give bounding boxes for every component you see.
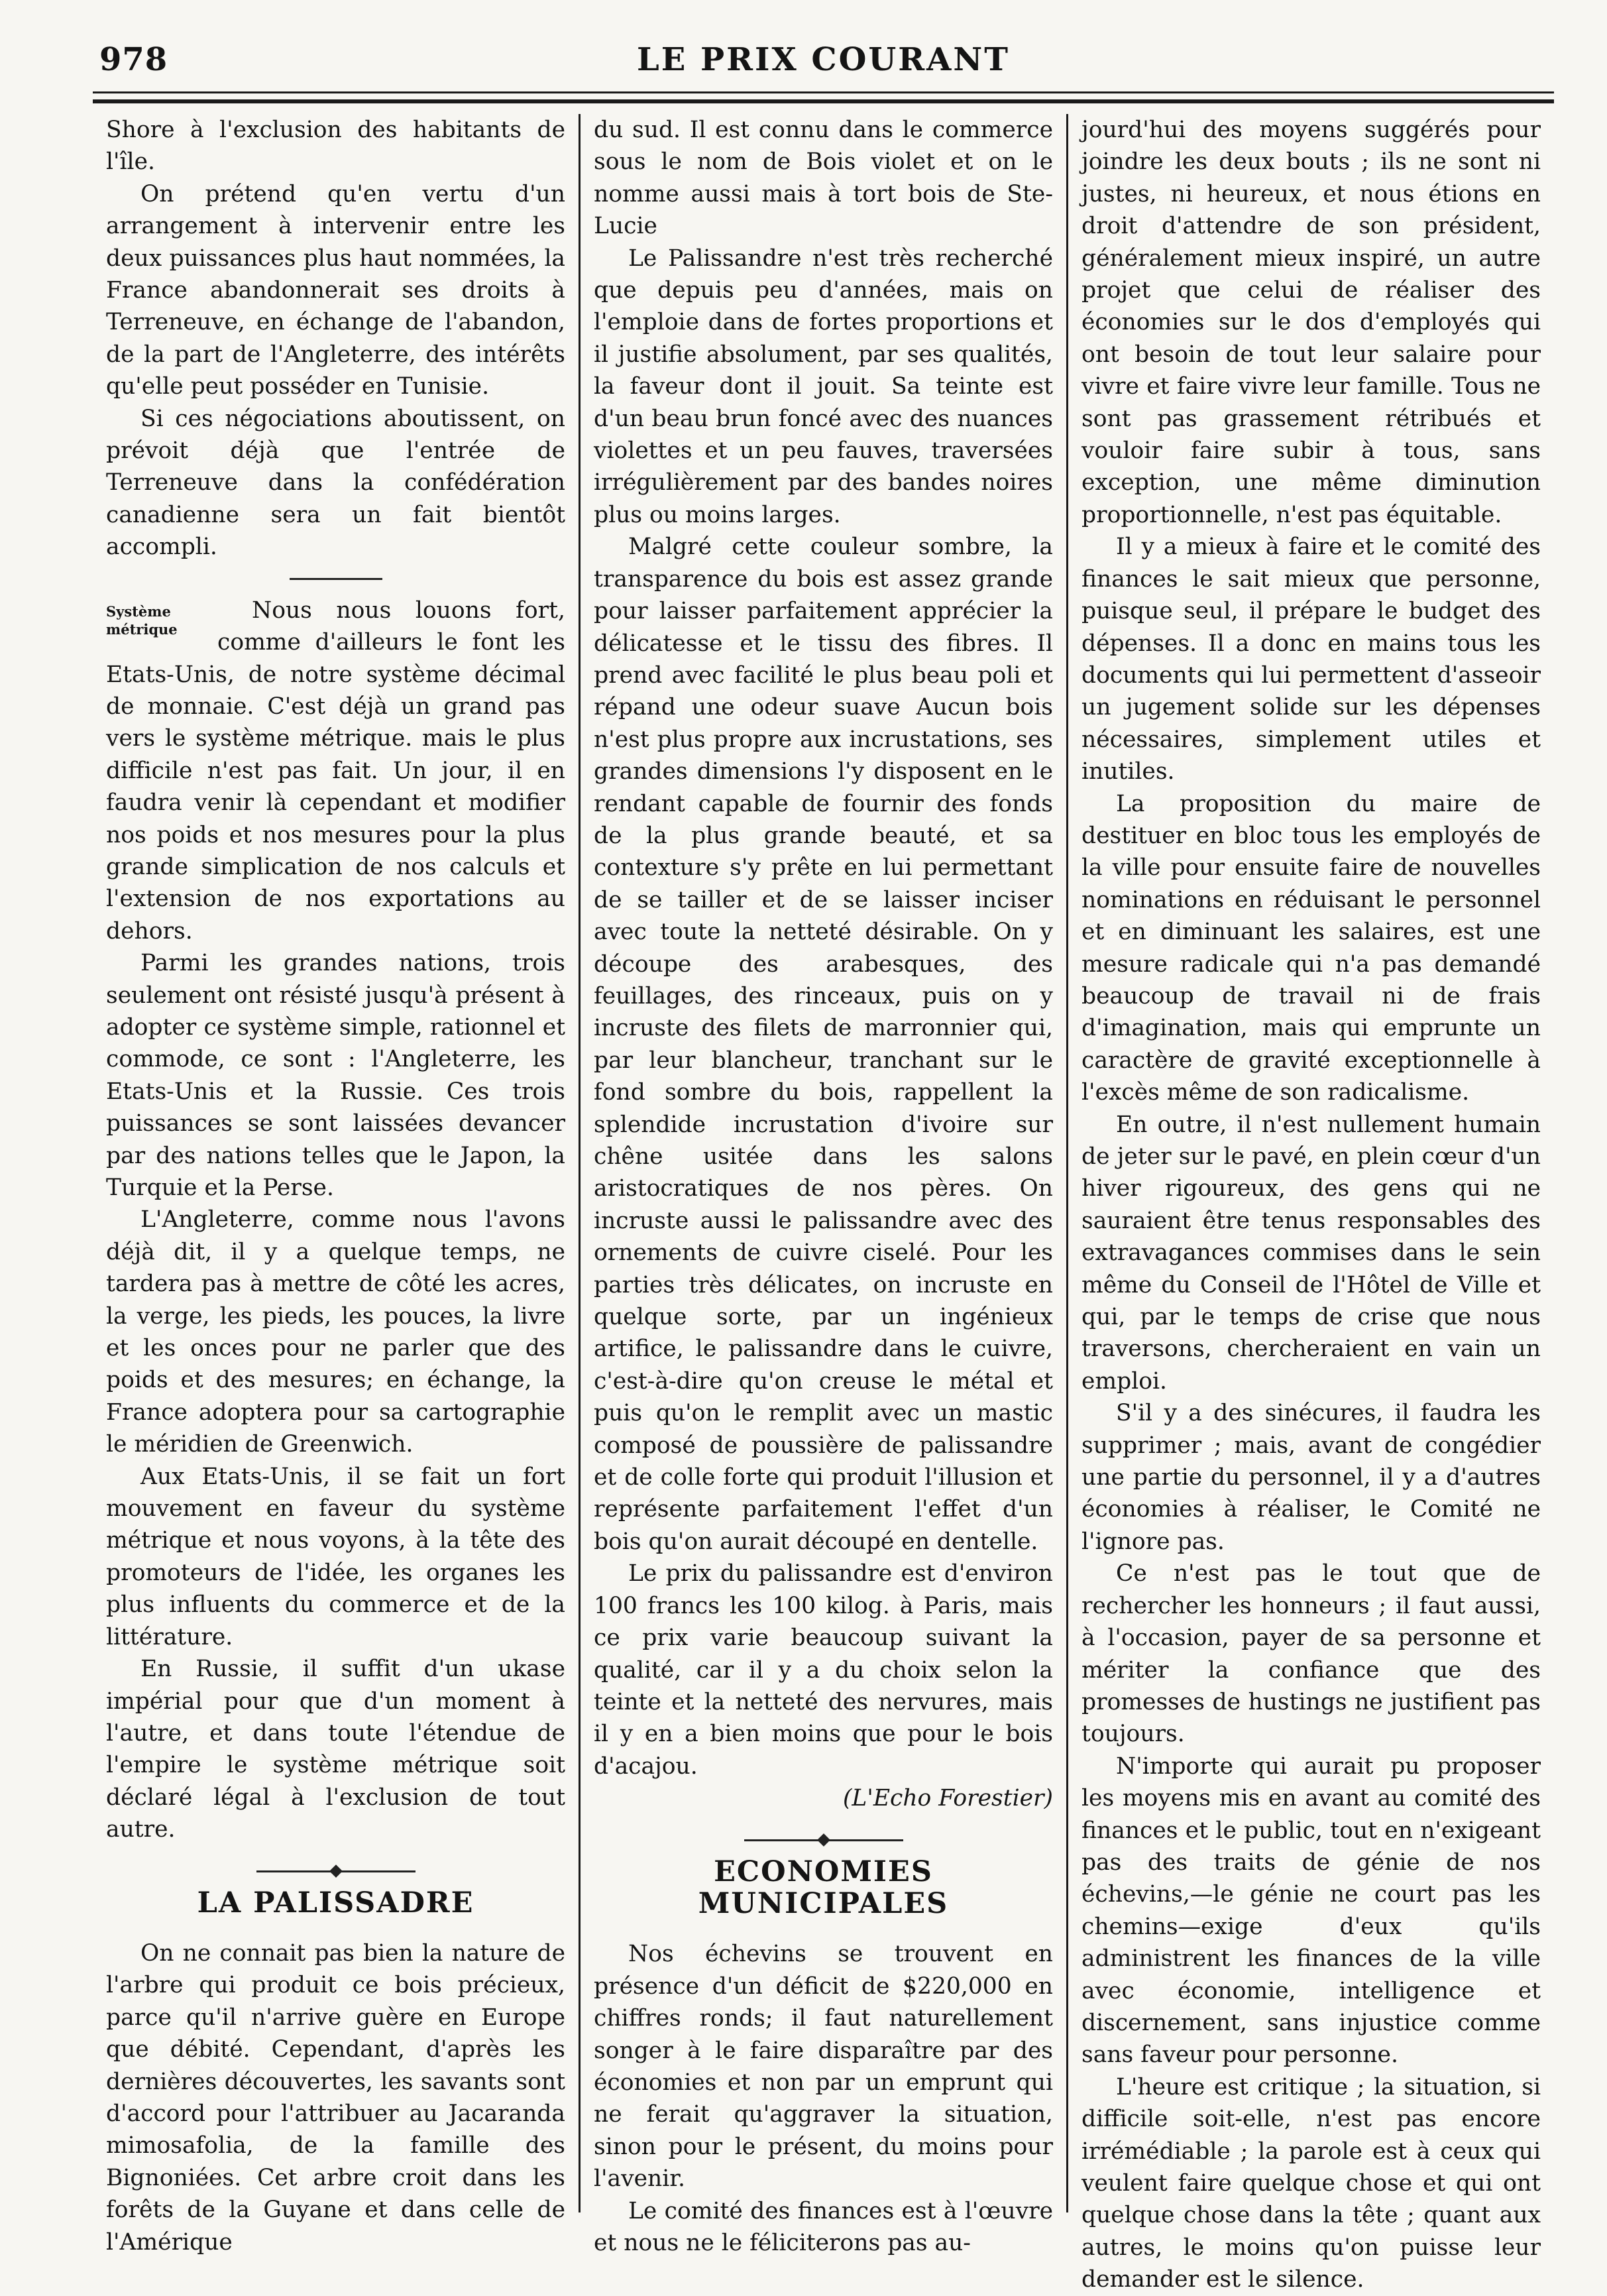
paragraph: En outre, il n'est nullement humain de jeter sur le pavé, en plein cœur d'un hiver rigoureux, des gens qui ne sauraient être tenus responsables des extravagances commises dans le sein même du Conseil de l'Hôtel de Ville et qui, par le temps de crise que nous traversons, chercheraient en vain un emploi. xyxy=(1081,1111,1541,1395)
paragraph: Nous nous louons fort, comme d'ailleurs le font les Etats-Unis, de notre système décimal de monnaie. C'est déjà un grand pas vers le système métrique. mais le plus difficile n'est pas fait. Un jour, il en faudra venir là cependant et modifier nos poids et nos mesures pour la plus grande simplication de nos calculs et l'extension de nos exportations au dehors. xyxy=(106,597,565,945)
section-title: ECONOMIES MUNICIPALES xyxy=(698,1855,949,1920)
paragraph: Malgré cette couleur sombre, la transparence du bois est assez grande pour laisser parfaitement apprécier la délicatesse et le tissu des fibres. Il prend avec facilité le plus beau poli et répand une odeur suave Aucun bois n'est plus propre aux incrustations, ses grandes dimensions l'y disposent en le rendant capable de fournir des fonds de la plus grande beauté, et sa contexture s'y prête en lui permettant de se tailler et de se laisser inciser avec toute la netteté désirable. On y découpe des arabesques, des feuillages, des rinceaux, puis on y incruste des filets de marronnier qui, par leur blancheur, tranchant sur le fond sombre du bois, rappellent la splendide incrustation d'ivoire sur chêne usitée dans les salons aristocratiques de nos pères. On incruste aussi le palissandre avec des ornements de cuivre ciselé. Pour les parties très délicates, on incruste en quelque sorte, par un ingénieux artifice, le palissandre dans le cuivre, c'est-à-dire qu'on creuse le métal et puis qu'on le remplit avec un mastic composé de poussière de palissandre et de colle forte qui produit l'illusion et représente parfaitement l'effet d'un bois qu'on aurait découpé en dentelle. xyxy=(594,534,1053,1555)
paragraph: On ne connait pas bien la nature de l'arbre qui produit ce bois précieux, parce qu'il n'arrive guère en Europe que débité. Cependant, d'après les dernières découvertes, les savants sont d'accord pour l'attribuer au Jacaranda mimosafolia, de la famille des Bignoniées. Cet arbre croit dans les forêts de la Guyane et dans celle de l'Amérique xyxy=(106,1939,565,2256)
running-title: LE PRIX COURANT xyxy=(636,41,1011,78)
paragraph: On prétend qu'en vertu d'un arrangement à intervenir entre les deux puissances plus haut nommées, la France abandonnerait ses droits à Terreneuve, en échange de l'abandon, de la part de l'Angleterre, des intérêts qu'elle peut posséder en Tunisie. xyxy=(106,180,565,400)
column-3 xyxy=(1066,114,1554,2293)
section-title: LA PALISSADRE xyxy=(197,1886,474,1920)
side-heading: Système métrique xyxy=(106,603,178,638)
diamond-ornament-icon xyxy=(817,1833,830,1847)
ornament-rule xyxy=(744,1832,903,1848)
paragraph: L'heure est critique ; la situation, si difficile soit-elle, n'est pas encore irrémédiable ; la parole est à ceux qui veulent faire quelque chose et qui ont quelque chose dans la tête ; quant aux autres, le moins qu'on puisse leur demander est le silence. xyxy=(1081,2073,1541,2293)
column-2 xyxy=(579,114,1066,2256)
header-rule-thick xyxy=(93,99,1554,103)
paragraph: En Russie, il suffit d'un ukase impérial pour que d'un moment à l'autre, et dans toute l'étendue de l'empire le système métrique soit déclaré légal à l'exclusion de tout autre. xyxy=(106,1656,565,1843)
paragraph: Shore à l'exclusion des habitants de l'île. xyxy=(106,117,565,176)
paragraph: Le prix du palissandre est d'environ 100 francs les 100 kilog. à Paris, mais ce prix varie beaucoup suivant la qualité, car il y a du choix selon la teinte et la netteté des nervures, mais il y en a bien moins que pour le bois d'acajou. xyxy=(594,1560,1053,1780)
paragraph: Parmi les grandes nations, trois seulement ont résisté jusqu'à présent à adopter ce système simple, rationnel et commode, ce sont : l'Angleterre, les Etats-Unis et la Russie. Ces trois puissances se sont laissées devancer par des nations telles que le Japon, la Turquie et la Perse. xyxy=(106,950,565,1201)
page-number: 978 xyxy=(99,41,168,78)
paragraph: N'importe qui aurait pu proposer les moyens mis en avant au comité des finances et le public, tout en n'exigeant pas des traits de génie de nos échevins,—le génie ne court pas les chemins—exige d'eux qu'ils administrent les finances de la ville avec économie, intelligence et discernement, sans injustice comme sans faveur pour personne. xyxy=(1081,1752,1541,2069)
paragraph: Ce n'est pas le tout que de rechercher les honneurs ; il faut aussi, à l'occasion, payer de sa personne et mériter la confiance que des promesses de hustings ne justifient pas toujours. xyxy=(1081,1560,1541,1748)
header-rule xyxy=(93,91,1554,93)
paragraph: L'Angleterre, comme nous l'avons déjà dit, il y a quelque temps, ne tardera pas à mettre de côté les acres, la verge, les pieds, les pouces, la livre et les onces pour ne parler que des poids et des mesures; en échange, la France adoptera pour sa cartographie le méridien de Greenwich. xyxy=(106,1206,565,1458)
paragraph: Aux Etats-Unis, il se fait un fort mouvement en faveur du système métrique et nous voyons, à la tête des promoteurs de l'idée, les organes les plus influents du commerce et de la littérature. xyxy=(106,1463,565,1650)
article-columns xyxy=(93,114,1554,2293)
paragraph: La proposition du maire de destituer en bloc tous les employés de la ville pour ensuite faire de nouvelles nominations en réduisant le personnel et en diminuant les salaires, est une mesure radicale qui n'a pas demandé beaucoup de travail ni de frais d'imagination, mais qui emprunte un caractère de gravité exceptionnelle à l'excès même de son radicalisme. xyxy=(1081,790,1541,1106)
paragraph: Le comité des finances est à l'œuvre et nous ne le féliciterons pas au- xyxy=(594,2197,1053,2256)
paragraph: jourd'hui des moyens suggérés pour joindre les deux bouts ; ils ne sont ni justes, ni heureux, et nous étions en droit d'attendre de son président, généralement mieux inspiré, un autre projet que celui de réaliser des économies sur le dos d'employés qui ont besoin de tout leur salaire pour vivre et faire vivre leur famille. Tous ne sont pas grassement rétribués et vouloir faire subir à tous, sans exception, une même diminution proportionnelle, n'est pas équitable. xyxy=(1081,117,1541,528)
source-credit: (L'Echo Forestier) xyxy=(842,1785,1053,1812)
ornament-rule xyxy=(256,1863,416,1879)
paragraph: Il y a mieux à faire et le comité des finances le sait mieux que personne, puisque seul, il prépare le budget des dépenses. Il a donc en mains tous les documents qui lui permettent d'asseoir un jugement solide sur les dépenses nécessaires, simplement utiles et inutiles. xyxy=(1081,534,1541,785)
short-rule xyxy=(290,578,382,580)
column-1 xyxy=(93,114,579,2256)
paragraph: Nos échevins se trouvent en présence d'un déficit de $220,000 en chiffres ronds; il faut naturellement songer à le faire disparaître par des économies et non par un emprunt qui ne ferait qu'aggraver la situation, sinon pour le présent, du moins pour l'avenir. xyxy=(594,1941,1053,2193)
paragraph: Si ces négociations aboutissent, on prévoit déjà que l'entrée de Terreneuve dans la confédération canadienne sera un fait bientôt accompli. xyxy=(106,405,565,561)
paragraph: Le Palissandre n'est très recherché que depuis peu d'années, mais on l'emploie dans de fortes proportions et il justifie absolument, par ses qualités, la faveur dont il jouit. Sa teinte est d'un beau brun foncé avec des nuances violettes et un peu fauves, traversées irrégulièrement par des bandes noires plus ou moins larges. xyxy=(594,245,1053,528)
paragraph: du sud. Il est connu dans le commerce sous le nom de Bois violet et on le nomme aussi mais à tort bois de Ste-Lucie xyxy=(594,117,1053,240)
diamond-ornament-icon xyxy=(329,1865,343,1878)
page-header xyxy=(93,41,1554,87)
paragraph: S'il y a des sinécures, il faudra les supprimer ; mais, avant de congédier une partie du personnel, il y a d'autres économies à réaliser, le Comité ne l'ignore pas. xyxy=(1081,1400,1541,1555)
